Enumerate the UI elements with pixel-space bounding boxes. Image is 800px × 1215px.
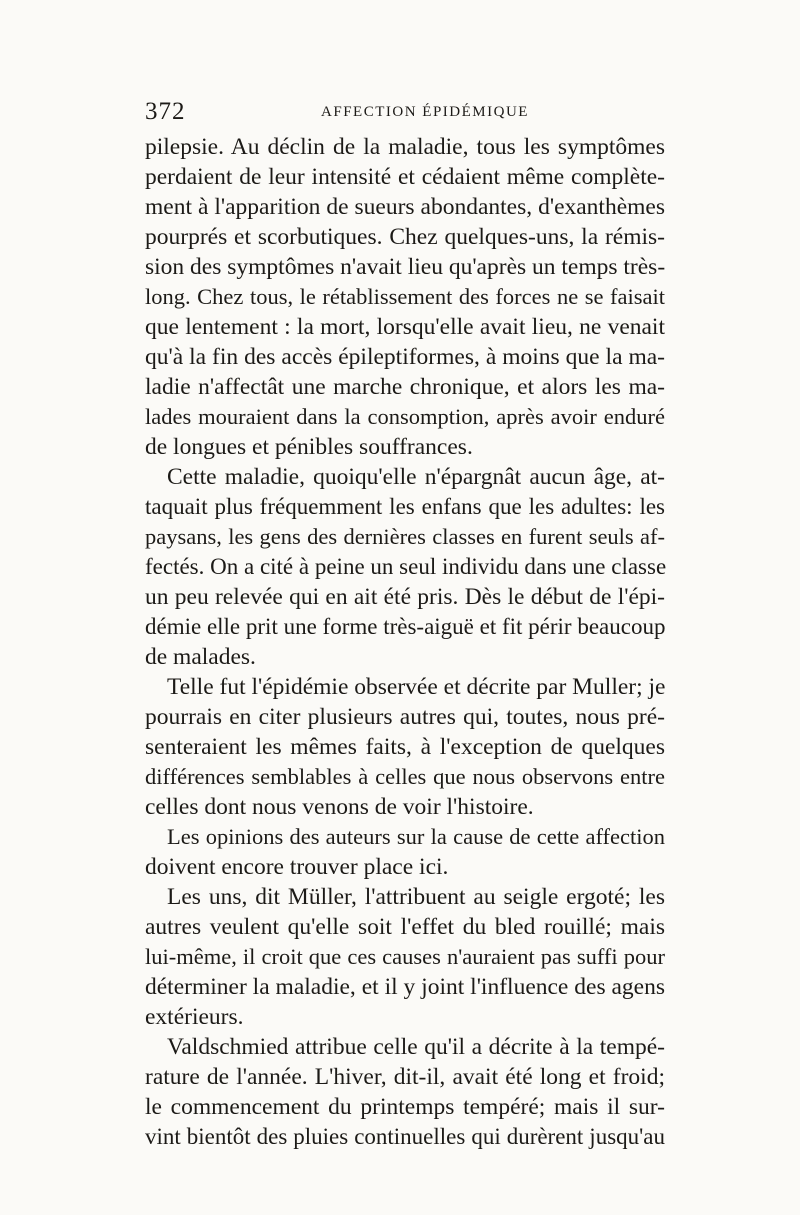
text-line: doivent encore trouver place ici. (145, 854, 449, 880)
text-line: démie elle prit une forme très-aiguë et fit périr beaucoup (145, 614, 666, 639)
text-line: pourrais en citer plusieurs autres qui, toutes, nous pré- (145, 704, 665, 730)
text-line: autres veulent qu'elle soit l'effet du bled rouillé; mais (145, 914, 665, 940)
body-text (145, 132, 665, 1152)
text-line: taquait plus fréquemment les enfans que les adultes: les (145, 494, 665, 519)
running-head (145, 97, 665, 127)
text-line: pourprés et scorbutiques. Chez quelques-uns, la rémis- (145, 224, 665, 250)
text-line: vint bientôt des pluies continuelles qui durèrent jusqu'au (145, 1124, 665, 1149)
text-line: Telle fut l'épidémie observée et décrite par Muller; je (167, 674, 666, 700)
text-line: lui-même, il croit que ces causes n'auraient pas suffi pour (145, 944, 665, 969)
text-line: Cette maladie, quoiqu'elle n'épargnât aucun âge, at- (167, 464, 665, 490)
text-line: paysans, les gens des dernières classes en furent seuls af- (145, 524, 665, 549)
text-line: pilepsie. Au déclin de la maladie, tous les symptômes (145, 134, 665, 160)
text-line: que lentement : la mort, lorsqu'elle avait lieu, ne venait (145, 314, 665, 340)
text-line: Valdschmied attribue celle qu'il a décrite à la tempé- (167, 1034, 665, 1060)
text-line: long. Chez tous, le rétablissement des forces ne se faisait (145, 284, 665, 309)
text-line: rature de l'année. L'hiver, dit-il, avait été long et froid; (145, 1064, 665, 1090)
text-line: senteraient les mêmes faits, à l'exception de quelques (145, 734, 665, 760)
running-title: AFFECTION ÉPIDÉMIQUE (321, 104, 529, 120)
text-line: qu'à la fin des accès épileptiformes, à moins que la ma- (145, 344, 665, 370)
text-line: fectés. On a cité à peine un seul individu dans une classe (145, 554, 667, 579)
text-line: lades mouraient dans la consomption, après avoir enduré (145, 404, 665, 429)
text-line: le commencement du printemps tempéré; mais il sur- (145, 1094, 665, 1120)
text-line: extérieurs. (145, 1004, 244, 1030)
text-line: ment à l'apparition de sueurs abondantes, d'exanthèmes (145, 194, 665, 220)
text-line: de malades. (145, 644, 256, 670)
text-line: un peu relevée qui en ait été pris. Dès le début de l'épi- (145, 584, 665, 610)
text-line: différences semblables à celles que nous observons entre (145, 764, 665, 789)
text-line: sion des symptômes n'avait lieu qu'après un temps très- (145, 254, 666, 280)
text-line: Les uns, dit Müller, l'attribuent au seigle ergoté; les (167, 884, 665, 910)
text-line: de longues et pénibles souffrances. (145, 434, 473, 460)
text-line: déterminer la maladie, et il y joint l'influence des agens (145, 974, 665, 1000)
text-line: ladie n'affectât une marche chronique, et alors les ma- (145, 374, 665, 400)
text-line: Les opinions des auteurs sur la cause de cette affection (167, 824, 665, 849)
text-line: celles dont nous venons de voir l'histoire. (145, 794, 534, 820)
text-line: perdaient de leur intensité et cédaient même complète- (145, 164, 665, 190)
page-number: 372 (145, 98, 186, 125)
